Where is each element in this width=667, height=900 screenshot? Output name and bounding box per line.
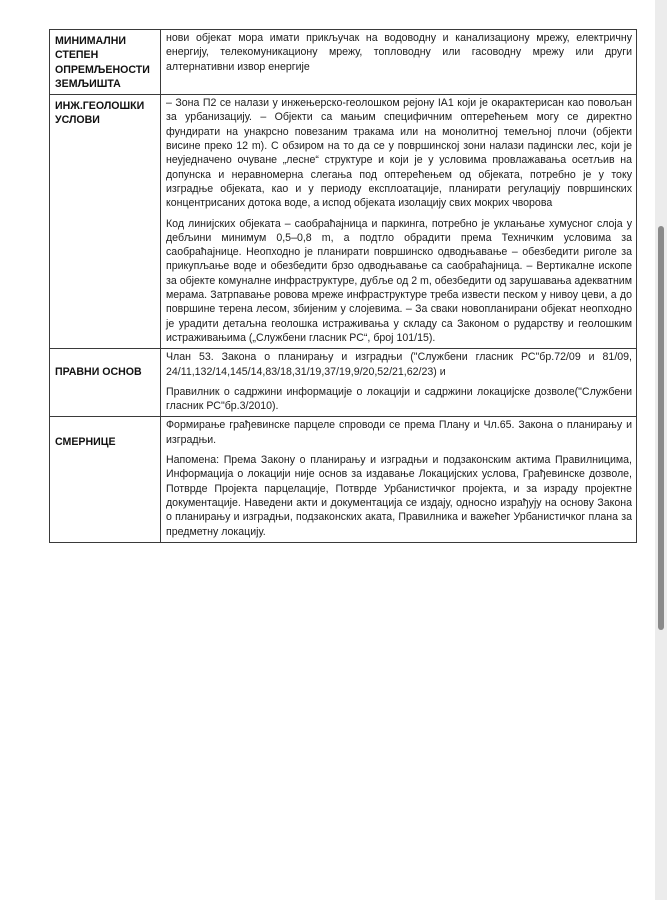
row-content-geology [161, 95, 637, 349]
row-label-geology: ИНЖ.ГЕОЛОШКИ УСЛОВИ [50, 95, 161, 349]
conditions-table [49, 29, 637, 543]
row-label-equipment: МИНИМАЛНИ СТЕПЕН ОПРЕМЉЕНОСТИ ЗЕМЉИШТА [50, 30, 161, 95]
paragraph: Напомена: Према Закону о планирању и изградњи и подзаконским актима Правилницима, Информација о локацији није основ за издавање Локацијских услова, Грађевинске дозволе, Потврде Пројекта парцелације, Потврде Урбанистичког пројекта, и за израду пројектне документације. Наведени акти и документација се издају, односно израђују на основу Закона о планирању и изградњи, подзаконских аката, Правилника и важећег Урбанистичког плана за предметну локацију. [166, 454, 632, 538]
table-row-equipment [50, 30, 637, 95]
paragraph: Формирање грађевинске парцеле спроводи се према Плану и Чл.65. Закона о планирању и изградњи. [166, 419, 632, 446]
paragraph: нови објекат мора имати прикључак на водоводну и канализациону мрежу, електричну енергију, телекомуникациону мрежу, топловодну или гасоводну мрежу или други алтернативни извор енергије [166, 32, 632, 73]
row-content-guidelines [161, 417, 637, 542]
vertical-scrollbar[interactable] [655, 0, 667, 900]
row-content-legal-basis [161, 349, 637, 417]
paragraph: Правилник о садржини информације о локацији и садржини локацијске дозволе("Службени гласник РС"бр.3/2010). [166, 385, 632, 413]
table-row-geology [50, 95, 637, 349]
scrollbar-thumb[interactable] [658, 226, 664, 630]
table-row-guidelines [50, 417, 637, 542]
row-label-guidelines: СМЕРНИЦЕ [50, 417, 161, 542]
paragraph: Код линијских објеката – саобраћајница и паркинга, потребно је уклањање хумусног слоја у дебљини минимум 0,5–0,8 m, а подтло обрадити према Техничким условима за саобраћајнице. Неопходно је планирати површинско одводњавање – обезбедити риголе за прикупљање воде и обезбедити брзо одводњавање са саобраћајница. – Вертикалне ископе за објекте комуналне инфраструктуре, дубље од 2 m, обезбедити од зарушавања адекватним мерама. Затрпавање ровова мреже инфраструктуре треба извести песком у нивоу цеви, а до површине терена лесом, збијеним у слојевима. – За сваки новопланирани објекат неопходно је урадити детаљна геолошка истраживања у складу са Законом о рударству и геолошким истраживањима („Службени гласник РС“, број 101/15). [166, 217, 632, 344]
table-row-legal-basis [50, 349, 637, 417]
row-label-legal-basis: ПРАВНИ ОСНОВ [50, 349, 161, 417]
row-content-equipment [161, 30, 637, 95]
paragraph: – Зона П2 се налази у инжењерско-геолошком рејону IA1 који је окарактерисан као повољан за урбанизацију. – Објекти са мањим специфичним оптерећењем могу се директно фундирати на унакрсно повезаним тракама или на монолитној темељној плочи (објекти висине преко 12 m). С обзиром на то да се у површинској зони налази падински лес, који је неуједначено очуване „лесне“ структуре и који је у условима провлажавања осетљив на допунска и неравномерна слегања под оптерећењем од објеката, потребно је у току изградње објеката, као и у периоду експлоатације, планирати регулацију површинских концентрисаних дотока воде, а испод објеката изолацију свих мокрих чворова [166, 97, 632, 210]
paragraph: Члан 53. Закона о планирању и изградњи ("Службени гласник РС"бр.72/09 и 81/09, 24/11,132/14,145/14,83/18,31/19,37/19,9/20,52/21,62/23) и [166, 351, 632, 378]
